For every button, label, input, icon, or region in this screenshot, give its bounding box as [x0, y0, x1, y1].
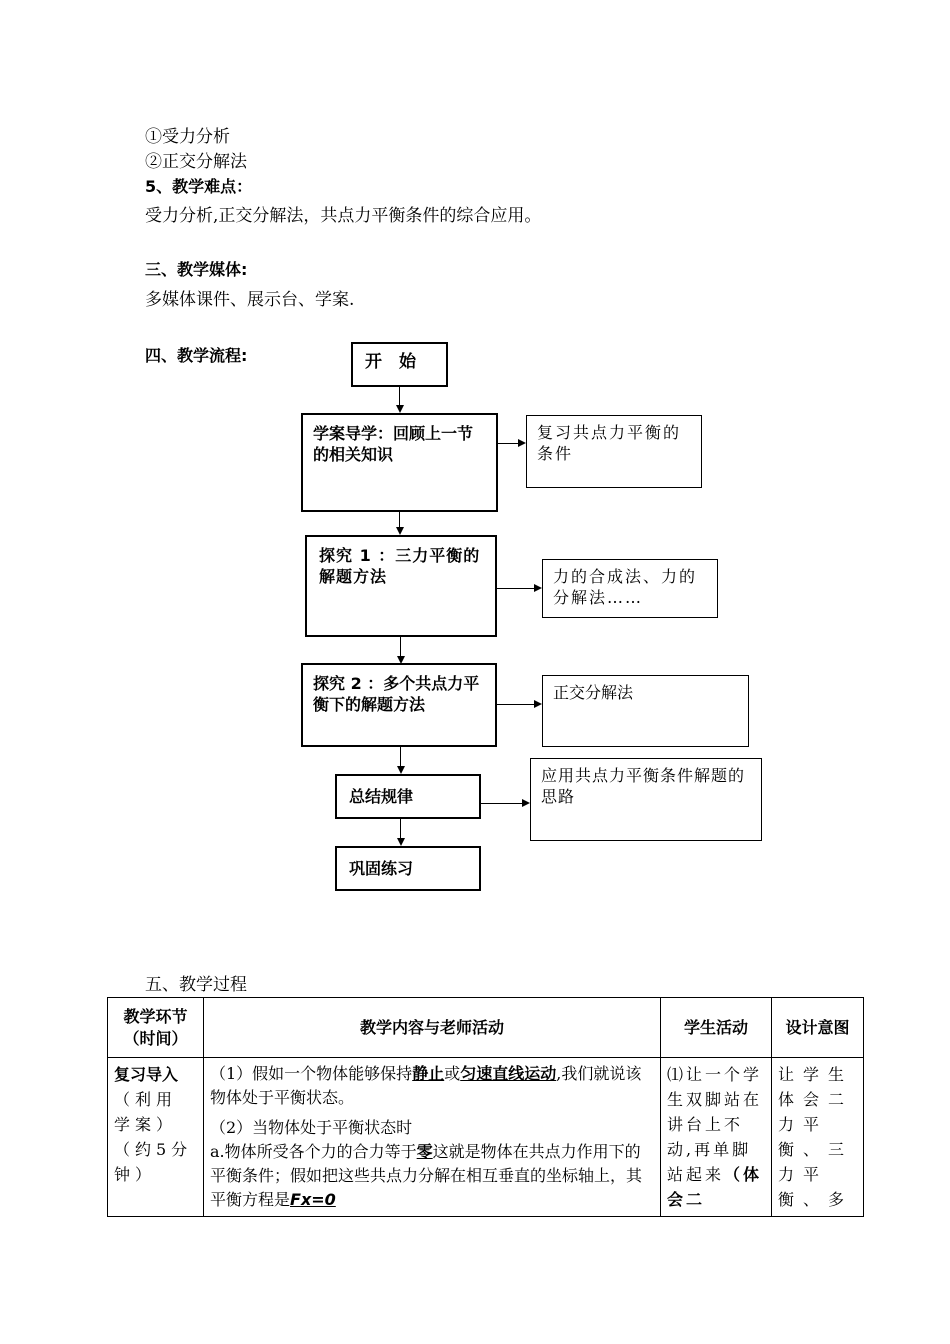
- cell-student: [661, 1058, 772, 1217]
- flow-connector: [399, 387, 400, 407]
- flow-arrow: [396, 527, 404, 535]
- list-item-force-analysis: ①受力分析: [145, 127, 230, 147]
- flow-connector: [481, 803, 522, 804]
- flow-heading: 四、教学流程:: [145, 346, 248, 365]
- flow-arrow: [534, 584, 542, 592]
- process-heading: 五、教学过程: [145, 975, 247, 995]
- flow-connector: [399, 512, 400, 528]
- stage-title: 复习导入: [114, 1065, 179, 1084]
- teaching-process-table: [107, 997, 864, 1217]
- header-content: 教学内容与老师活动: [204, 998, 661, 1058]
- flow-step3-note: 正交分解法: [542, 675, 749, 747]
- fill-blank-zero: 零: [416, 1142, 433, 1161]
- content-paragraph-2-title: （2）当物体处于平衡状态时: [210, 1118, 413, 1137]
- fill-blank-uniform-motion: 匀速直线运动: [460, 1064, 557, 1083]
- flow-step3-box: 探究 2 ：多个共点力平衡下的解题方法: [301, 663, 497, 747]
- flow-step1-note: 复习共点力平衡的条件: [526, 415, 702, 488]
- content-paragraph-2: [210, 1140, 654, 1212]
- flow-connector: [400, 637, 401, 657]
- content-text: ,我们就说该物体处于平衡状态。: [210, 1064, 642, 1107]
- difficulty-text: 受力分析,正交分解法，共点力平衡条件的综合应用。: [145, 206, 542, 226]
- content-text: a.物体所受各个力的合力等于: [210, 1142, 417, 1161]
- flow-connector: [400, 747, 401, 767]
- flow-step4-note: 应用共点力平衡条件解题的思路: [530, 758, 762, 841]
- flow-step4-box: 总结规律: [335, 774, 481, 819]
- flow-step2-note: 力的合成法、力的分解法……: [542, 559, 718, 618]
- flow-connector: [400, 819, 401, 839]
- flow-arrow: [396, 405, 404, 413]
- header-stage: 教学环节（时间）: [108, 998, 204, 1058]
- flow-connector: [497, 588, 534, 589]
- media-text: 多媒体课件、展示台、学案.: [145, 290, 355, 310]
- stage-note: （利用学案）（约5分钟）: [114, 1090, 193, 1184]
- content-text: 或: [444, 1064, 461, 1083]
- table-header-row: [108, 998, 864, 1058]
- flow-arrow: [518, 439, 526, 447]
- cell-stage: [108, 1058, 204, 1217]
- flow-step5-box: 巩固练习: [335, 846, 481, 891]
- flow-arrow: [397, 838, 405, 846]
- flow-arrow: [397, 766, 405, 774]
- flow-connector: [497, 704, 534, 705]
- media-heading: 三、教学媒体:: [145, 260, 248, 279]
- student-activity-text: ⑴让一个学生双脚站在讲台上不动,再单脚站起来: [667, 1065, 763, 1184]
- table-row: [108, 1058, 864, 1217]
- content-paragraph-1: [210, 1062, 654, 1110]
- flow-arrow: [522, 799, 530, 807]
- header-student: 学生活动: [661, 998, 772, 1058]
- equilibrium-formula: Fx=0: [290, 1190, 336, 1209]
- cell-content: [204, 1058, 661, 1217]
- content-text: （1）假如一个物体能够保持: [210, 1064, 413, 1083]
- flow-arrow: [534, 700, 542, 708]
- list-item-orthogonal-decomposition: ②正交分解法: [145, 152, 247, 172]
- student-activity-bold: （体会二: [667, 1165, 763, 1209]
- difficulty-heading: 5、教学难点：: [145, 177, 253, 196]
- fill-blank-static: 静止: [412, 1064, 445, 1083]
- flow-step2-box: 探究 1 ：三力平衡的解题方法: [305, 535, 497, 637]
- flow-connector: [498, 443, 518, 444]
- flow-step1-box: 学案导学：回顾上一节的相关知识: [301, 413, 498, 512]
- content-text: 这就是物体在共点力作用下的平衡条件；假如把这些共点力分解在相互垂直的坐标轴上，其平衡方程是: [210, 1142, 643, 1209]
- cell-design: 让学生体会二力平衡、三力平衡、多: [772, 1058, 864, 1217]
- header-design: 设计意图: [772, 998, 864, 1058]
- flow-start-box: 开 始: [351, 342, 448, 387]
